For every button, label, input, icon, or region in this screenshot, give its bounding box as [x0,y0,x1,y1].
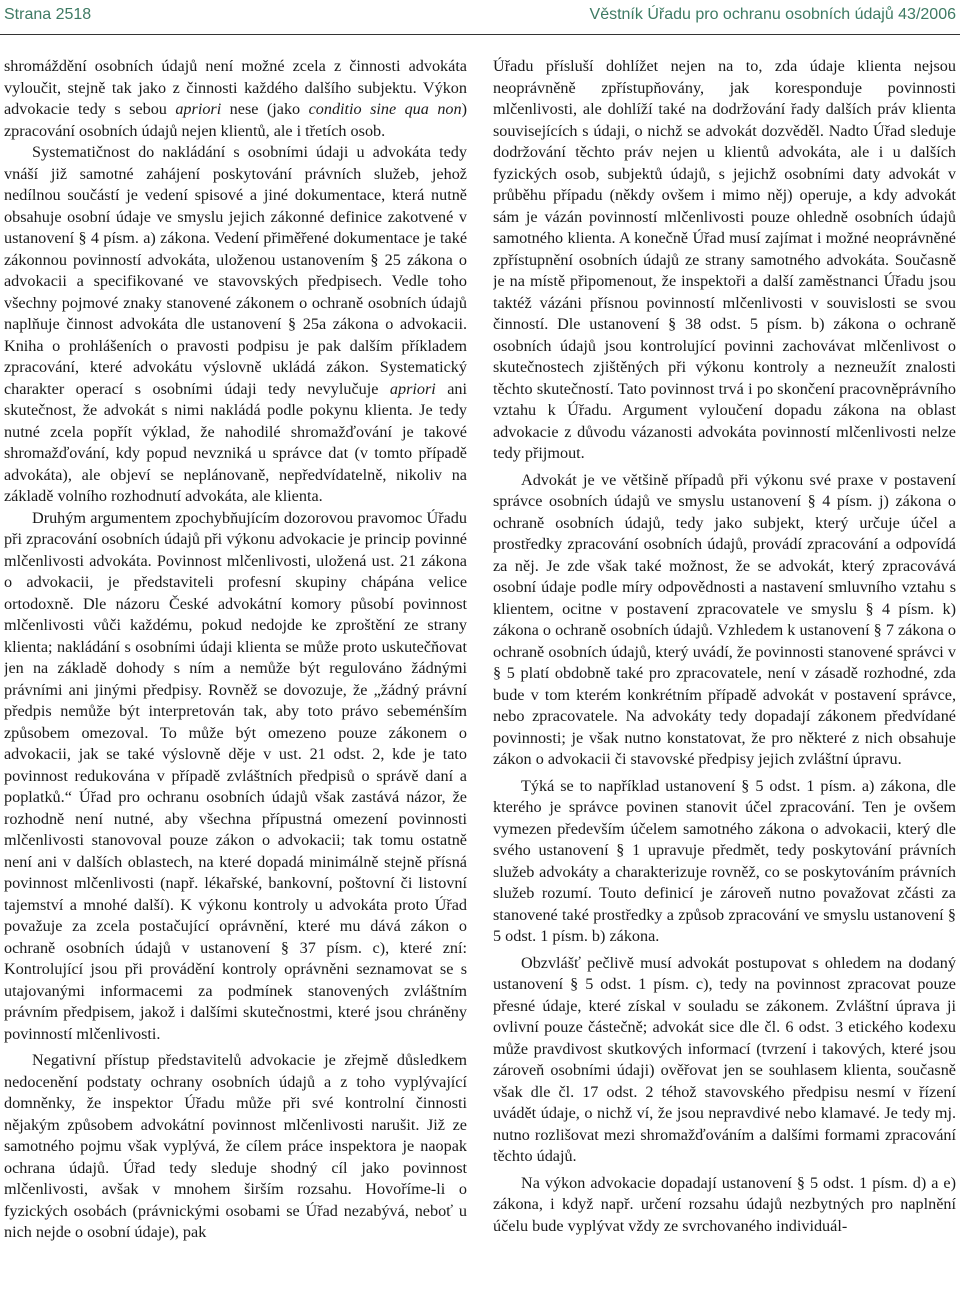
paragraph [493,56,956,465]
page-header [0,0,960,35]
italic-text: apriori [389,379,436,398]
text-run: ) zpracování osobních údajů nejen klientů, ale i třetích osob. [4,100,467,140]
italic-text: apriori [175,100,222,118]
text-run: Druhým argumentem zpochybňujícím dozorovou pravomoc Úřadu při zpracování osobních údajů při výkonu advokacie je princip povinné mlčenlivosti advokáta. Povinnost mlčenlivosti, uložená ust. 21 zákona o advokacii, je představiteli profesní skupiny chápána velice ortodoxně. Dle názoru České advokátní komory působí povinnost mlčenlivosti vůči každému, pokud nedojde ke zproštění ze strany klienta; nakládání s osobními údaji klienta se může proto uskutečňovat jen na základě dohody s ním a nemůže být regulováno žádnými právními ani jinými předpisy. Rovněž se dovozuje, že „žádný právní předpis nemůže být interpretován tak, aby toto právo sebeménším způsobem omezoval. To může být omezeno pouze zákonem o advokacii, jak se také výslovně děje v ust. 21 odst. 2, kde je tato povinnost redukována v případě zvláštních předpisů o správě daní a poplatků.“ Úřad pro ochranu osobních údajů však zastává názor, že rozhodně není nutné, aby všechna přípustná omezení povinnosti mlčenlivosti stanovoval pouze zákon o advokacii; tak tomu ostatně není ani v dalších oblastech, na které dopadá minimálně stejně přísná povinnost mlčenlivosti (např. lékařské, bankovní, poštovní či listovní tajemství a mnohé další). K výkonu kontroly u advokáta proto Úřad považuje za zcela postačující oprávnění, které mu dává zákon o ochraně osobních údajů v ustanovení § 37 písm. c), které zní: Kontrolující jsou při provádění kontroly oprávněni seznamovat se s utajovanými informacemi za podmínek stanovených zvláštním právním předpisem, jakož i dalšími skutečnostmi, které jsou chráněny povinností mlčenlivosti. [4,508,467,1043]
text-run: Týká se to například ustanovení § 5 odst. 1 písm. a) zákona, dle kterého je správce povinen stanovit účel zpracování. Ten je ovšem vymezen především účelem samotného zákona o advokacii, který dle svého ustanovení § 1 upravuje předmět, tedy poskytování právních služeb advokáty a charakterizuje rovněž, co se poskytováním právních služeb rozumí. Touto definicí je zároveň nutno považovat zčásti za stanovené také prostředky a způsob zpracování ve smyslu ustanovení § 5 odst. 1 písm. b) zákona. [493,776,956,945]
text-run: Systematičnost do nakládání s osobními údaji u advokáta tedy vnáší již samotné zahájení poskytování právních služeb, jehož nedílnou součástí je vedení spisové a jiné dokumentace, která nutně obsahuje osobní údaje ve smyslu jejich zákonné definice zakotvené v ustanovení § 4 písm. a) zákona. Vedení přiměřené dokumentace je také zákonnou povinností advokáta, uloženou ustanovením § 25 zákona o advokacii a specifikované ve stavovských předpisech. Vedle toho všechny pojmové znaky stanovené zákonem o ochraně osobních údajů naplňuje činnost advokáta dle ustanovení § 25a zákona o advokacii. Kniha o prohlášeních o pravosti podpisu je pak dalším příkladem zpracování, které advokátu výslovně ukládá zákon. Systematický charakter operací s osobními údaji tedy nevylučuje [4,143,467,398]
paragraph [493,953,956,1168]
paragraph [4,56,467,142]
text-run: Advokát je ve většině případů při výkonu své praxe v postavení správce osobních údajů ve smyslu ustanovení § 4 písm. j) zákona o ochraně osobních údajů, tedy jako subjekt, který určuje účel a prostředky zpracování osobních údajů, provádí zpracování a odpovídá za něj. Je zde však také možnost, že se advokát, který zpracovává osobní údaje podle míry odpovědnosti a nastavení smluvního vztahu s klientem, ocitne v postavení zpracovatele ve smyslu § 4 písm. k) zákona o ochraně osobních údajů. Vzhledem k ustanovení § 7 zákona o ochraně osobních údajů, který uvádí, že povinnosti stanovené správci v § 5 platí obdobně také pro zpracovatele, není v zásadě rozhodné, zda bude v tom kterém konkrétním případě advokát v postavení správce, nebo zpracovatele. Na advokáty tedy dopadají zákonem předvídané povinnosti; je však nutno konstatovat, že pro některé z nich obsahuje zákon o advokacii či stavovské předpisy jejich zvláštní úpravu. [493,470,956,768]
paragraph [493,470,956,771]
left-text-column [4,56,467,1302]
right-text-column [493,56,956,1302]
paragraph [4,142,467,508]
italic-text: conditio sine qua non [308,100,462,118]
paragraph [4,508,467,1046]
paragraph [493,1173,956,1238]
text-run: Obzvlášť pečlivě musí advokát postupovat s ohledem na dodaný ustanovení § 5 odst. 1 písm. c), tedy na povinnost zpracovat pouze přesné údaje, které získal v souladu se zákonem. Zvláštní úprava ji ovlivní pouze částečně; advokát sice dle čl. 6 odst. 3 etického kodexu může pravdivost skutkových informací (tvrzení i takových, které jsou zároveň osobními údaji) ověřovat jen se souhlasem klienta, současně však dle čl. 17 odst. 2 téhož stavovského předpisu nesmí v řízení uvádět údaje, o nichž ví, že jsou nepravdivé nebo klamavé. Je tedy mj. nutno rozlišovat mezi shromažďováním a dalšími formami zpracování těchto údajů. [493,953,956,1165]
text-run: Úřadu přísluší dohlížet nejen na to, zda údaje klienta nejsou neoprávněně zpřístupňovány, jak koresponduje povinnosti mlčenlivosti, ale dohlíží také na dodržování řady dalších práv klienta souvisejících s údaji, o nichž se advokát dozvěděl. Nadto Úřad sleduje dodržování těchto práv nejen u klientů advokáta, ale i u dalších fyzických osob, subjektů údajů, s jejichž osobními daty advokát v průběhu případu (někdy ovšem i mimo něj) operuje, a kdy advokát sám je vázán povinností mlčenlivosti pouze ohledně osobních údajů samotného klienta. A konečně Úřad musí zajímat i možné neoprávněné zpřístupnění osobních údajů ze strany samotného advokáta. Současně je na místě připomenout, že inspektoři a další zaměstnanci Úřadu jsou taktéž vázáni přísnou povinností mlčenlivosti v souvislosti se svou činností. Dle ustanovení § 38 odst. 5 písm. b) zákona o ochraně osobních údajů jsou kontrolující povinni zachovávat mlčenlivost o skutečnostech zjištěných při výkonu kontroly a nezneužít znalosti těchto skutečností. Tato povinnost trvá i po skončení pracovněprávního vztahu k Úřadu. Argument vyloučení dopadu zákona na oblast advokacie z důvodu vázanosti advokáta povinností mlčenlivosti nelze tedy přijmout. [493,57,956,462]
text-run: Negativní přístup představitelů advokacie je zřejmě důsledkem nedocenění podstaty ochrany osobních údajů a z toho vyplývající domněnky, že inspektor Úřadu může při své kontrolní činnosti nějakým způsobem advokátní povinnost mlčenlivosti narušit. Již ze samotného pojmu však vyplývá, že cílem práce inspektora je naopak ochrana údajů. Úřad tedy sleduje shodný cíl jako povinnost mlčenlivosti, avšak v mnohem širším rozsahu. Hovoříme-li o fyzických osobách (právnickými osobami se Úřad nezabývá, neboť u nich nejde o osobní údaje), pak [4,1051,467,1241]
text-run: shromáždění osobních údajů není možné zcela z činnosti advokáta vyloučit, stejně tak jako z činnosti každého dalšího subjektu. Výkon advokacie tedy s sebou [4,57,467,118]
text-run: nese (jako [221,100,309,118]
page-number: Strana 2518 [4,6,92,23]
text-run: ani skutečnost, že advokát s nimi nakládá podle pokynu klienta. Je tedy nutné zcela popřít výklad, že nahodilé shromažďování je takové shromažďování, kdy popud nevzniká u správce dat (v tomto případě advokáta), ale objeví se neplánovaně, nepředvídatelně, nikoliv na základě volního rozhodnutí advokáta, ale klienta. [4,379,467,505]
paragraph [493,776,956,948]
journal-title: Věstník Úřadu pro ochranu osobních údajů 43/2006 [589,6,956,23]
paragraph [4,1050,467,1244]
text-run: Na výkon advokacie dopadají ustanovení § 5 odst. 1 písm. d) a e) zákona, i když např. určení rozsahu údajů nezbytných pro naplnění účelu bude vyplývat vždy ze svrchovaného individuál- [493,1173,956,1235]
